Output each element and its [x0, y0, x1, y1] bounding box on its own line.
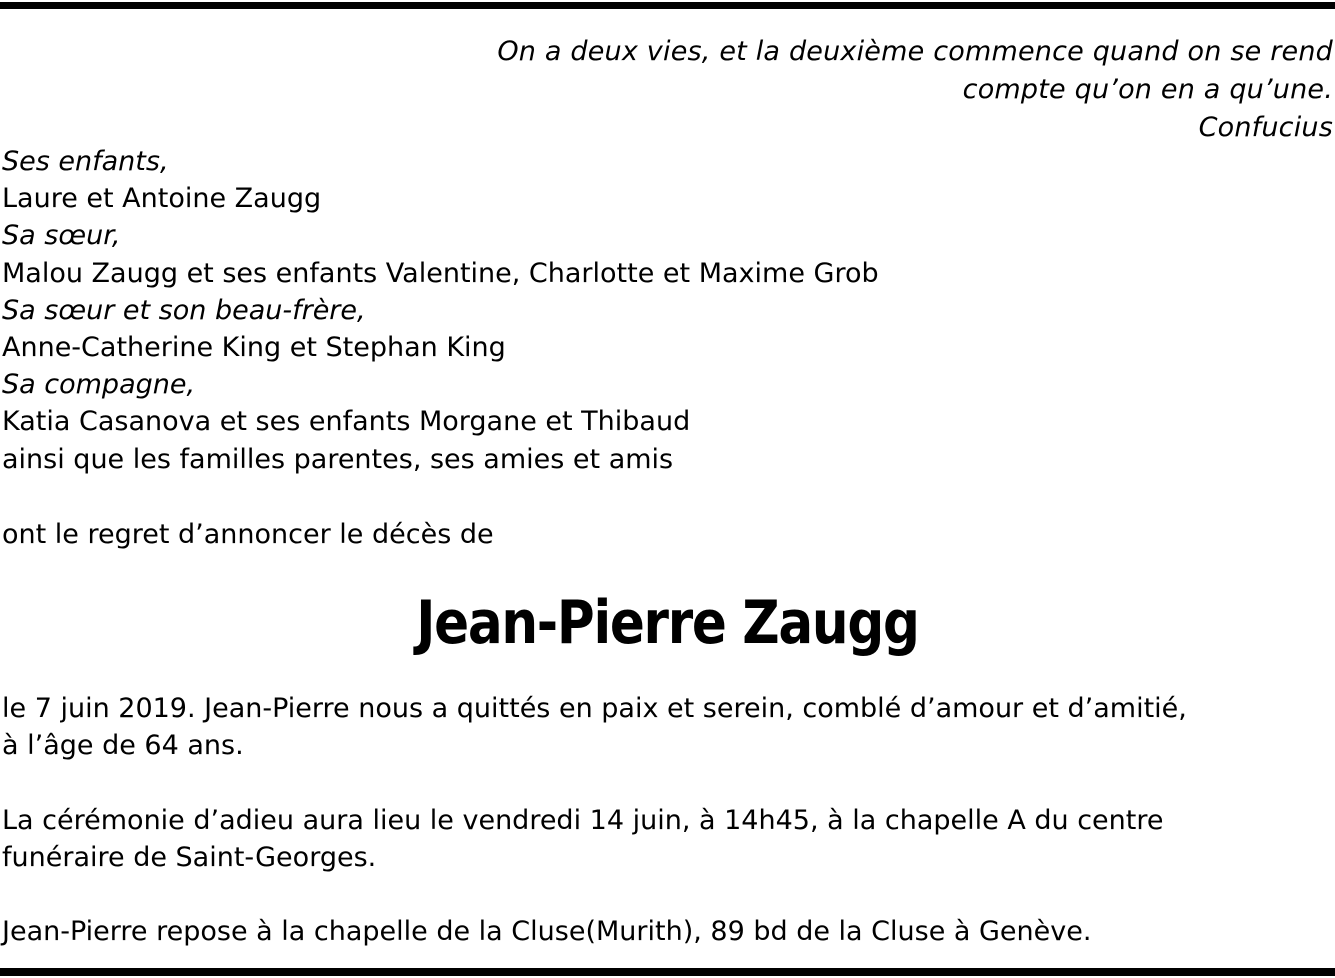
family-names: Katia Casanova et ses enfants Morgane et Thibaud — [2, 406, 691, 438]
announcement-text: ont le regret d’annoncer le décès de — [2, 519, 494, 550]
paragraph-line: à l’âge de 64 ans. — [2, 730, 244, 761]
family-closing: ainsi que les familles parentes, ses amies et amis — [2, 443, 674, 475]
family-role: Sa sœur et son beau-frère, — [2, 294, 366, 326]
repose-paragraph — [2, 913, 1091, 950]
bottom-rule — [0, 968, 1335, 976]
family-names: Laure et Antoine Zaugg — [2, 183, 322, 215]
top-rule — [0, 2, 1335, 9]
epigraph-quote — [333, 33, 1333, 147]
quote-author: Confucius — [1198, 112, 1333, 143]
ceremony-paragraph — [2, 802, 1163, 876]
family-names: Malou Zaugg et ses enfants Valentine, Charlotte et Maxime Grob — [2, 257, 879, 289]
family-role: Sa sœur, — [2, 220, 121, 252]
quote-line: compte qu’on en a qu’une. — [962, 74, 1333, 105]
paragraph-line: Jean-Pierre repose à la chapelle de la Cluse(Murith), 89 bd de la Cluse à Genève. — [2, 916, 1092, 947]
family-names: Anne-Catherine King et Stephan King — [2, 332, 506, 364]
family-list — [2, 143, 879, 478]
family-role: Sa compagne, — [2, 369, 196, 401]
paragraph-line: funéraire de Saint-Georges. — [2, 842, 377, 873]
paragraph-line: La cérémonie d’adieu aura lieu le vendredi 14 juin, à 14h45, à la chapelle A du centre — [2, 805, 1164, 836]
paragraph-line: le 7 juin 2019. Jean-Pierre nous a quittés en paix et serein, comblé d’amour et d’amitié, — [2, 693, 1187, 724]
death-details-paragraph — [2, 690, 1187, 764]
quote-line: On a deux vies, et la deuxième commence quand on se rend — [497, 36, 1333, 67]
family-role: Ses enfants, — [2, 146, 169, 177]
deceased-name: Jean-Pierre Zaugg — [416, 588, 919, 658]
